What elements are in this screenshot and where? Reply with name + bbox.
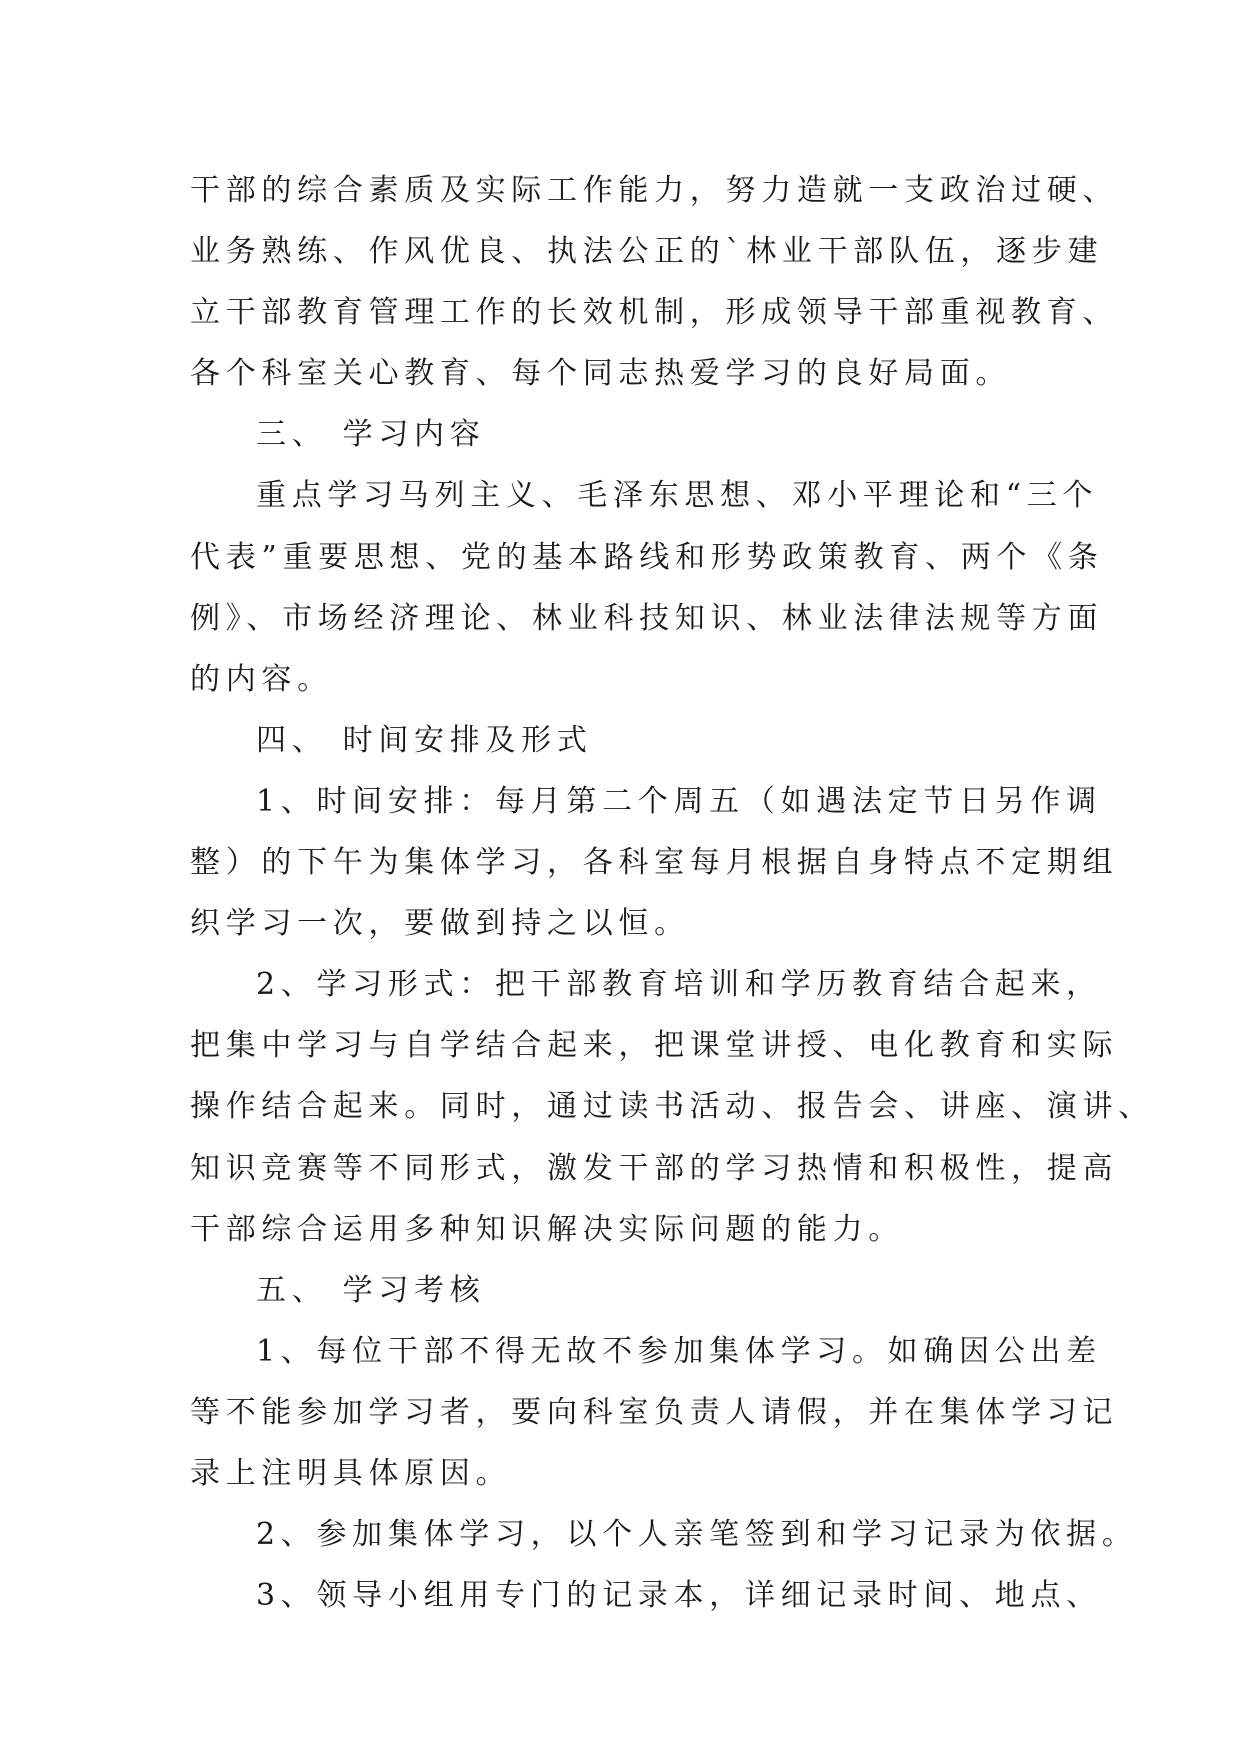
body-line: 录上注明具体原因。 (190, 1455, 512, 1491)
body-line: 3、领导小组用专门的记录本，详细记录时间、地点、 (256, 1578, 1102, 1614)
body-line: 等不能参加学习者，要向科室负责人请假，并在集体学习记 (190, 1394, 1119, 1430)
body-line: 立干部教育管理工作的长效机制，形成领导干部重视教育、 (190, 295, 1119, 331)
body-line: 例》、市场经济理论、林业科技知识、林业法律法规等方面 (190, 600, 1104, 636)
body-line: 1、每位干部不得无故不参加集体学习。如确因公出差 (256, 1333, 1102, 1369)
section-heading-4: 四、 时间安排及形式 (256, 722, 593, 758)
document-body (190, 160, 1154, 1626)
body-line: 把集中学习与自学结合起来，把课堂讲授、电化教育和实际 (190, 1028, 1119, 1064)
body-line: 的内容。 (190, 661, 333, 697)
body-line: 操作结合起来。同时，通过读书活动、报告会、讲座、演讲、 (190, 1089, 1154, 1125)
body-line: 2、学习形式：把干部教育培训和学历教育结合起来， (256, 967, 1102, 1003)
body-line: 知识竞赛等不同形式，激发干部的学习热情和积极性，提高 (190, 1150, 1119, 1186)
section-heading-5: 五、 学习考核 (256, 1272, 486, 1308)
body-line: 重点学习马列主义、毛泽东思想、邓小平理论和“三个 (256, 478, 1099, 514)
body-line: 干部综合运用多种知识解决实际问题的能力。 (190, 1211, 904, 1247)
body-line: 整）的下午为集体学习，各科室每月根据自身特点不定期组 (190, 845, 1119, 881)
body-line: 代表”重要思想、党的基本路线和形势政策教育、两个《条 (190, 539, 1104, 575)
body-line: 2、参加集体学习，以个人亲笔签到和学习记录为依据。 (256, 1517, 1138, 1553)
body-line: 各个科室关心教育、每个同志热爱学习的良好局面。 (190, 356, 1012, 392)
body-line: 1、时间安排：每月第二个周五（如遇法定节日另作调 (256, 783, 1102, 819)
body-line: 织学习一次，要做到持之以恒。 (190, 906, 690, 942)
section-heading-3: 三、 学习内容 (256, 417, 486, 453)
body-line: 干部的综合素质及实际工作能力，努力造就一支政治过硬、 (190, 173, 1119, 208)
body-line: 业务熟练、作风优良、执法公正的`林业干部队伍，逐步建 (190, 234, 1104, 270)
